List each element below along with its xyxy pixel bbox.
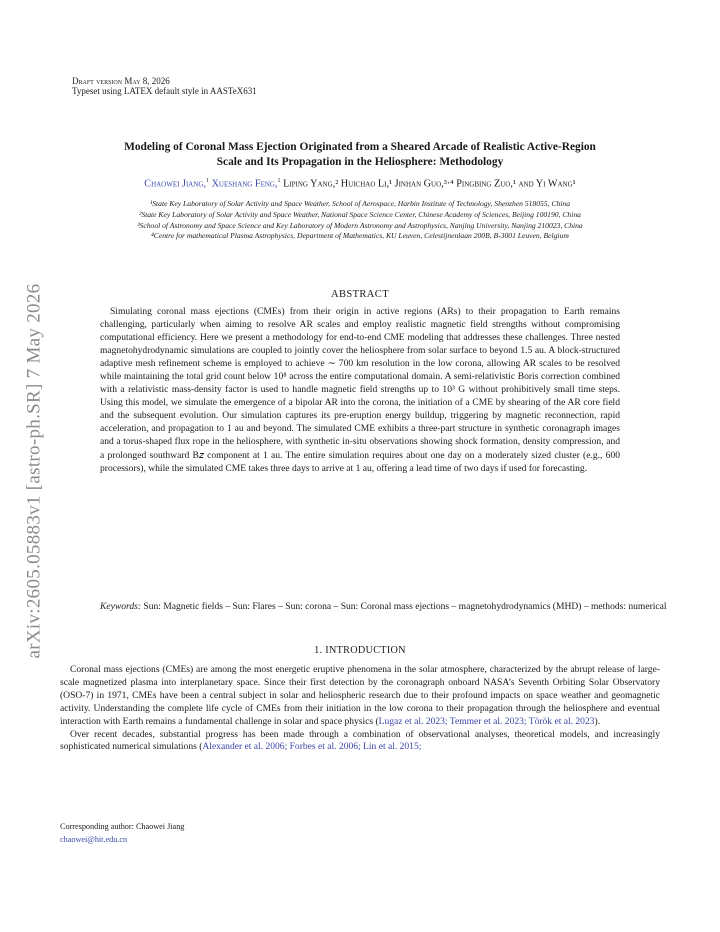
affiliations — [50, 199, 670, 242]
paragraph-text: ). — [594, 715, 601, 727]
citation-link[interactable]: Lugaz et al. 2023; Temmer et al. 2023; Török et al. 2023 — [378, 715, 595, 727]
paragraph — [60, 729, 660, 755]
author-list — [62, 178, 658, 189]
paragraph-text: Coronal mass ejections (CMEs) are among the most energetic eruptive phenomena in the solar atmosphere, characterized by the abrupt release of large-scale magnetized plasma into interplanetary space. Since their first detection by the coronagraph onboard NASA’s Seventh Orbiting Solar Observatory (OSO-7) in 1971, CMEs have been a central subject in solar and heliospheric research due to their profound impacts on space weather and geomagnetic activity. Understanding the complete life cycle of CMEs from their initiation in the low corona to their propagation through the heliosphere and eventual interaction with Earth remains a fundamental challenge in solar and space physics ( — [60, 664, 660, 727]
citation-link[interactable]: Alexander et al. 2006; Forbes et al. 2006; Lin et al. 2015; — [202, 741, 422, 753]
author-sup: 1 — [277, 178, 281, 184]
abstract-text: Simulating coronal mass ejections (CMEs) from their origin in active regions (ARs) to their propagation to Earth remains challenging, particularly when aiming to resolve AR scales and employ realistic magnetic field strengths without compromising computational efficiency. Here we present a methodology for end-to-end CME modeling that addresses these challenges. Three nested magnetohydrodynamic simulations are coupled to jointly cover the heliosphere from solar surface to beyond 1.5 au. A block-structured adaptive mesh refinement scheme is employed to achieve ∼ 700 km resolution in the low corona, allowing AR scales to be resolved while maintaining the total grid count below 10⁸ across the entire computational domain. A semi-relativistic Boris correction combined with a relativistic mass-density factor is used to handle magnetic field strengths up to 10³ G without prohibitively small time steps. Using this model, we simulate the emergence of a bipolar AR into the corona, the initiation of a CME by shearing of the AR core field and the subsequent evolution. Our simulation captures its pre-eruption energy buildup, triggering by magnetic reconnection, rapid acceleration, and propagation to 1 au and beyond. The simulated CME exhibits a three-part structure in synthetic coronagraph images and a torus-shaped flux rope in the heliosphere, with synthetic in-situ observations showing shock formation, density compression, and a prolonged southward B𝑧 component at 1 au. The entire simulation requires about one day on a moderately sized cluster (e.g., 600 processors), while the simulated CME takes three days to arrive at 1 au, offering a lead time of two days if used for forecasting. — [100, 306, 620, 474]
introduction-body — [60, 664, 660, 754]
paragraph — [60, 664, 660, 729]
affiliation: ⁴Centre for mathematical Plasma Astrophysics, Department of Mathematics, KU Leuven, Celestijnenlaan 200B, B-3001 Leuven, Belgium — [151, 231, 569, 241]
affiliation: ²State Key Laboratory of Solar Activity and Space Weather, National Space Science Center, Chinese Academy of Sciences, Beijing 100190, China — [139, 209, 581, 219]
affiliation: ¹State Key Laboratory of Solar Activity and Space Weather, School of Aerospace, Harbin Institute of Technology, Shenzhen 518055, China — [149, 199, 571, 208]
arxiv-stamp — [20, 236, 48, 706]
title-line-2: Scale and Its Propagation in the Heliosphere: Methodology — [216, 156, 504, 168]
author-rest: Liping Yang,² Huichao Li,¹ Jinhan Guo,³·⁴ Pingbing Zuo,¹ and Yi Wang¹ — [280, 178, 576, 190]
draft-version: Draft version May 8, 2026 — [72, 76, 170, 86]
keywords-list: Sun: Magnetic fields – Sun: Flares – Sun: corona – Sun: Coronal mass ejections – magnetohydrodynamics (MHD) – methods: numerical — [143, 601, 667, 612]
title-line-1: Modeling of Coronal Mass Ejection Originated from a Sheared Arcade of Realistic Active-Region — [124, 141, 596, 153]
abstract-heading: ABSTRACT — [330, 289, 390, 300]
paragraph-text: Over recent decades, substantial progress has been made through a combination of observational analyses, theoretical models, and increasingly sophisticated numerical simulations ( — [60, 728, 660, 753]
draft-header — [72, 76, 257, 96]
section-heading: 1. INTRODUCTION — [314, 645, 406, 656]
email-link[interactable]: chaowei@hit.edu.cn — [60, 834, 128, 844]
author-sup: 1 — [206, 178, 210, 184]
keywords-label: Keywords: — [100, 601, 142, 612]
keywords — [100, 600, 677, 613]
typeset-note: Typeset using LATEX default style in AASTeX631 — [72, 86, 257, 96]
paper-title — [62, 140, 658, 170]
corresponding-author — [60, 821, 184, 846]
arxiv-id: arXiv:2605.05883v1 [astro-ph.SR] 7 May 2026 — [23, 283, 45, 659]
affiliation: ³School of Astronomy and Space Science and Key Laboratory of Modern Astronomy and Astrophysics, Nanjing University, Nanjing 210023, China — [137, 220, 583, 230]
author-link-jiang[interactable]: Chaowei Jiang, — [144, 178, 207, 190]
author-link-feng[interactable]: Xueshang Feng, — [211, 178, 278, 190]
corresponding-label: Corresponding author: Chaowei Jiang — [60, 822, 185, 831]
